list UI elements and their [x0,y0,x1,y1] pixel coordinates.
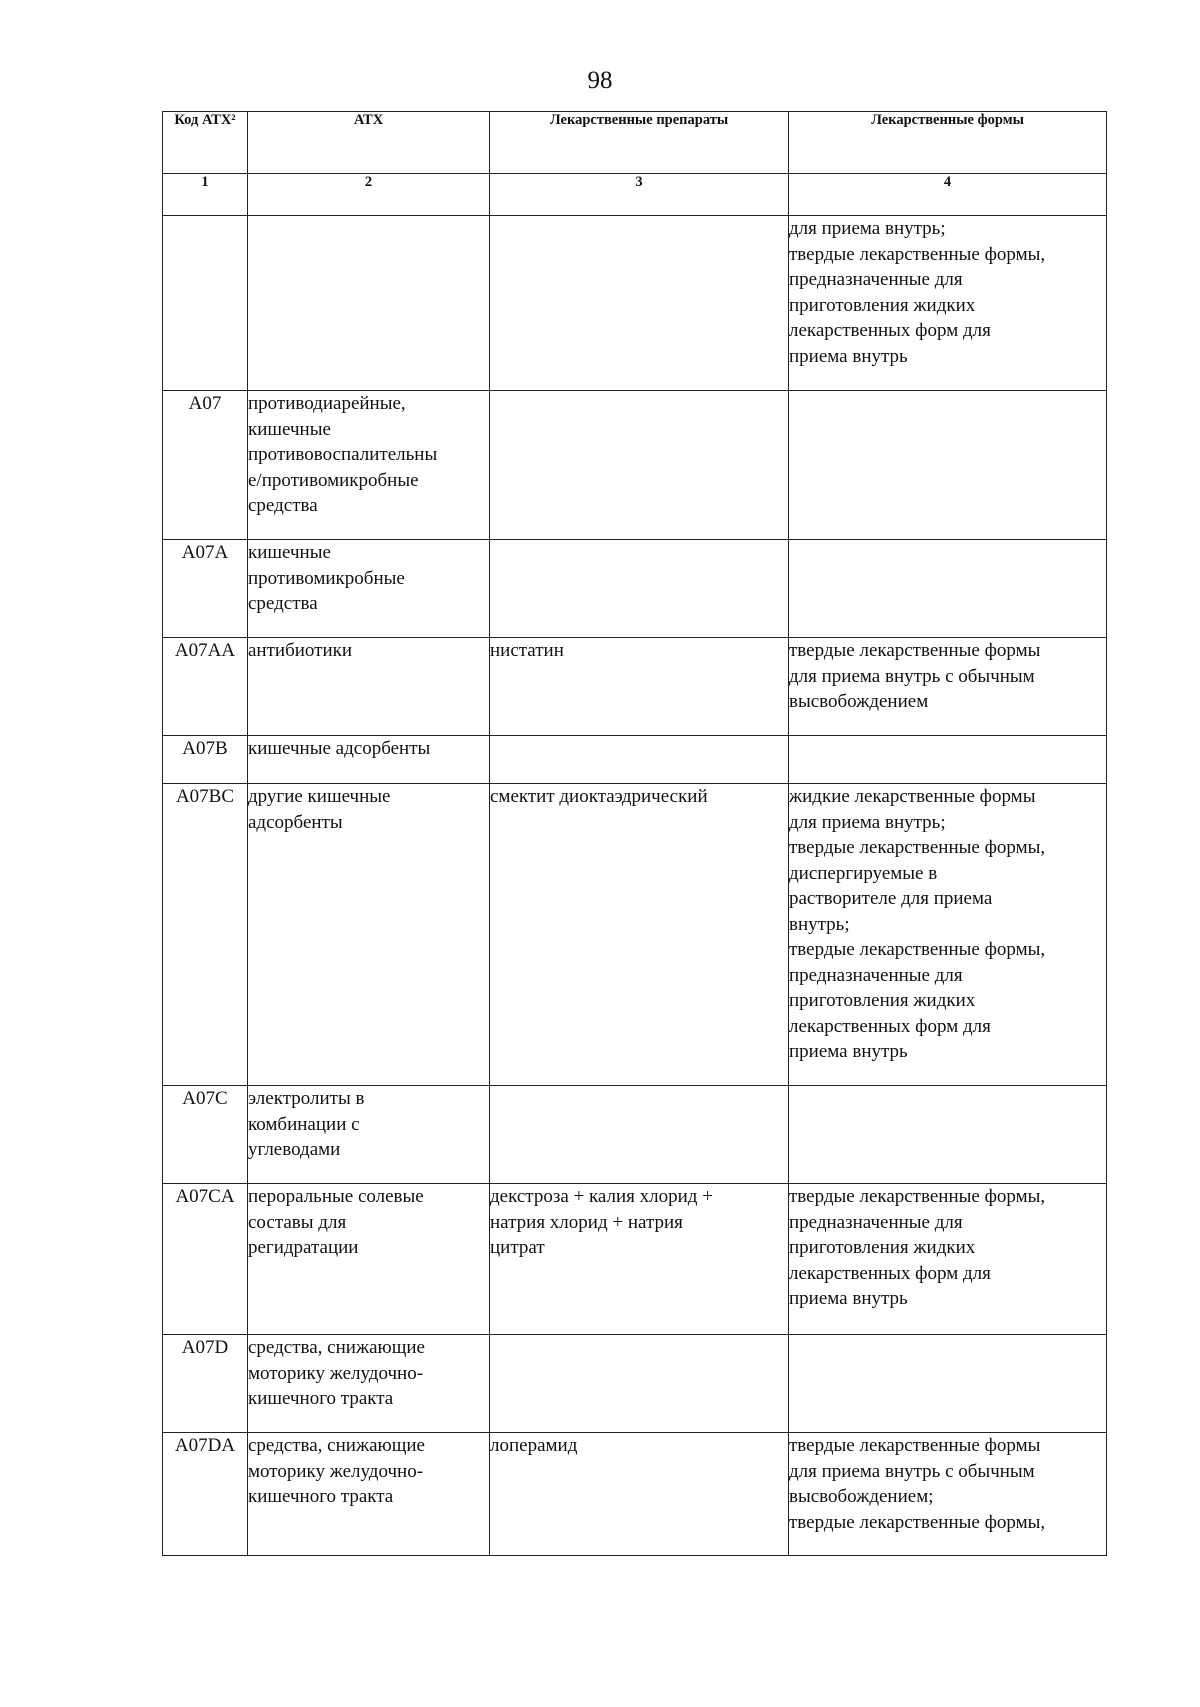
atc-name-cell-line: противовоспалительны [248,444,438,465]
drug-name-cell [490,784,789,1086]
dosage-forms-cell-line: твердые лекарственные формы, [789,939,1046,960]
atc-name-cell-line: углеводами [248,1139,341,1160]
drug-name-cell [490,1335,789,1433]
atc-name-cell-line: электролиты в [248,1088,365,1109]
atc-name-cell-line: моторику желудочно- [248,1362,424,1384]
atc-name-cell [248,784,490,1086]
drug-name-cell [490,391,789,540]
atc-name-cell [248,391,490,540]
atc-drug-table [162,111,1107,1556]
dosage-forms-cell-line: высвобождением [789,691,929,712]
atc-name-cell [248,1086,490,1184]
header-atc: АТХ [248,112,490,174]
table-row [163,540,1107,638]
dosage-forms-cell-line: предназначенные для [789,1211,963,1233]
atc-name-cell-line: кишечные [248,542,331,563]
atc-name-cell [248,736,490,784]
atc-name-cell-line: адсорбенты [248,811,343,833]
atc-name-cell-line: средства [248,593,318,614]
table-row [163,638,1107,736]
drug-name-cell [490,1433,789,1556]
dosage-forms-cell-line: лекарственных форм для [789,1015,991,1037]
dosage-forms-cell-line: для приема внутрь; [789,811,946,833]
dosage-forms-cell-line: для приема внутрь с обычным [789,1460,1035,1482]
drug-name-cell-line: натрия хлорид + натрия [490,1211,683,1233]
atc-code-cell: A07DA [163,1433,248,1556]
atc-name-cell-line: регидратации [248,1237,359,1258]
header-forms: Лекарственные формы [789,112,1107,174]
column-number: 2 [248,174,490,216]
atc-name-cell-line: кишечного тракта [248,1486,394,1507]
atc-name-cell-line: е/противомикробные [248,469,419,491]
dosage-forms-cell [789,216,1107,391]
dosage-forms-cell-line: твердые лекарственные формы [789,640,1041,661]
table-row [163,1433,1107,1556]
drug-name-cell [490,736,789,784]
drug-name-cell-line: нистатин [490,640,564,661]
atc-name-cell [248,540,490,638]
dosage-forms-cell-line: приготовления жидких [789,294,976,316]
column-number: 4 [789,174,1107,216]
dosage-forms-cell [789,391,1107,540]
atc-name-cell-line: средства, снижающие [248,1435,425,1456]
atc-name-cell-line: кишечные [248,418,331,440]
dosage-forms-cell [789,784,1107,1086]
dosage-forms-cell [789,1433,1107,1556]
table-row [163,216,1107,391]
atc-name-cell-line: кишечные адсорбенты [248,738,431,759]
atc-name-cell [248,638,490,736]
drug-name-cell-line: декстроза + калия хлорид + [490,1186,713,1207]
dosage-forms-cell [789,736,1107,784]
dosage-forms-cell [789,1335,1107,1433]
atc-name-cell [248,216,490,391]
header-code: Код АТХ² [163,112,248,174]
column-number: 1 [163,174,248,216]
dosage-forms-cell-line: для приема внутрь; [789,218,946,239]
atc-name-cell-line: комбинации с [248,1113,360,1135]
column-number: 3 [490,174,789,216]
dosage-forms-cell [789,1086,1107,1184]
drug-name-cell [490,1184,789,1335]
atc-name-cell-line: средства, снижающие [248,1337,425,1358]
dosage-forms-cell-line: твердые лекарственные формы [789,1435,1041,1456]
dosage-forms-cell [789,540,1107,638]
dosage-forms-cell-line: предназначенные для [789,964,963,986]
dosage-forms-cell-line: лекарственных форм для [789,1262,991,1284]
dosage-forms-cell-line: твердые лекарственные формы, [789,837,1046,858]
atc-code-cell: A07D [163,1335,248,1433]
drug-name-cell-line: лоперамид [490,1435,578,1456]
atc-code-cell: A07B [163,736,248,784]
atc-code-cell: A07C [163,1086,248,1184]
column-number-row [163,174,1107,216]
dosage-forms-cell-line: растворителе для приема [789,888,993,909]
table-header-row [163,112,1107,174]
dosage-forms-cell-line: твердые лекарственные формы, [789,243,1046,265]
dosage-forms-cell [789,1184,1107,1335]
dosage-forms-cell-line: твердые лекарственные формы, [789,1186,1046,1207]
atc-name-cell-line: пероральные солевые [248,1186,424,1207]
dosage-forms-cell-line: приема внутрь [789,1288,908,1309]
dosage-forms-cell-line: лекарственных форм для [789,320,991,341]
atc-code-cell: A07CA [163,1184,248,1335]
dosage-forms-cell-line: предназначенные для [789,269,963,290]
dosage-forms-cell-line: приготовления жидких [789,990,976,1011]
dosage-forms-cell [789,638,1107,736]
atc-name-cell-line: противодиарейные, [248,393,406,414]
atc-name-cell-line: кишечного тракта [248,1388,394,1409]
dosage-forms-cell-line: для приема внутрь с обычным [789,665,1035,687]
header-drugs: Лекарственные препараты [490,112,789,174]
atc-name-cell [248,1184,490,1335]
dosage-forms-cell-line: приготовления жидких [789,1237,976,1258]
atc-code-cell: A07AA [163,638,248,736]
drug-name-cell [490,1086,789,1184]
atc-code-cell: A07BC [163,784,248,1086]
atc-name-cell-line: другие кишечные [248,786,391,807]
drug-name-cell [490,638,789,736]
table-row [163,736,1107,784]
table-row [163,391,1107,540]
dosage-forms-cell-line: высвобождением; [789,1486,934,1507]
dosage-forms-cell-line: диспергируемые в [789,862,938,884]
dosage-forms-cell-line: приема внутрь [789,345,908,367]
atc-name-cell-line: составы для [248,1211,347,1233]
atc-name-cell-line: моторику желудочно- [248,1460,424,1482]
drug-name-cell-line: смектит диоктаэдрический [490,786,708,807]
atc-code-cell: A07A [163,540,248,638]
dosage-forms-cell-line: приема внутрь [789,1041,908,1062]
table-row [163,1086,1107,1184]
atc-name-cell [248,1433,490,1556]
atc-name-cell-line: антибиотики [248,640,353,661]
table-row [163,1184,1107,1335]
drug-name-cell-line: цитрат [490,1237,545,1258]
atc-code-cell: A07 [163,391,248,540]
dosage-forms-cell-line: жидкие лекарственные формы [789,786,1036,807]
dosage-forms-cell-line: внутрь; [789,913,850,935]
atc-code-cell [163,216,248,391]
dosage-forms-cell-line: твердые лекарственные формы, [789,1511,1046,1533]
table-row [163,1335,1107,1433]
table-body [163,216,1107,1556]
drug-name-cell [490,540,789,638]
atc-name-cell [248,1335,490,1433]
atc-name-cell-line: средства [248,495,318,516]
drug-name-cell [490,216,789,391]
table-row [163,784,1107,1086]
atc-name-cell-line: противомикробные [248,567,405,589]
page-number: 98 [587,67,613,94]
